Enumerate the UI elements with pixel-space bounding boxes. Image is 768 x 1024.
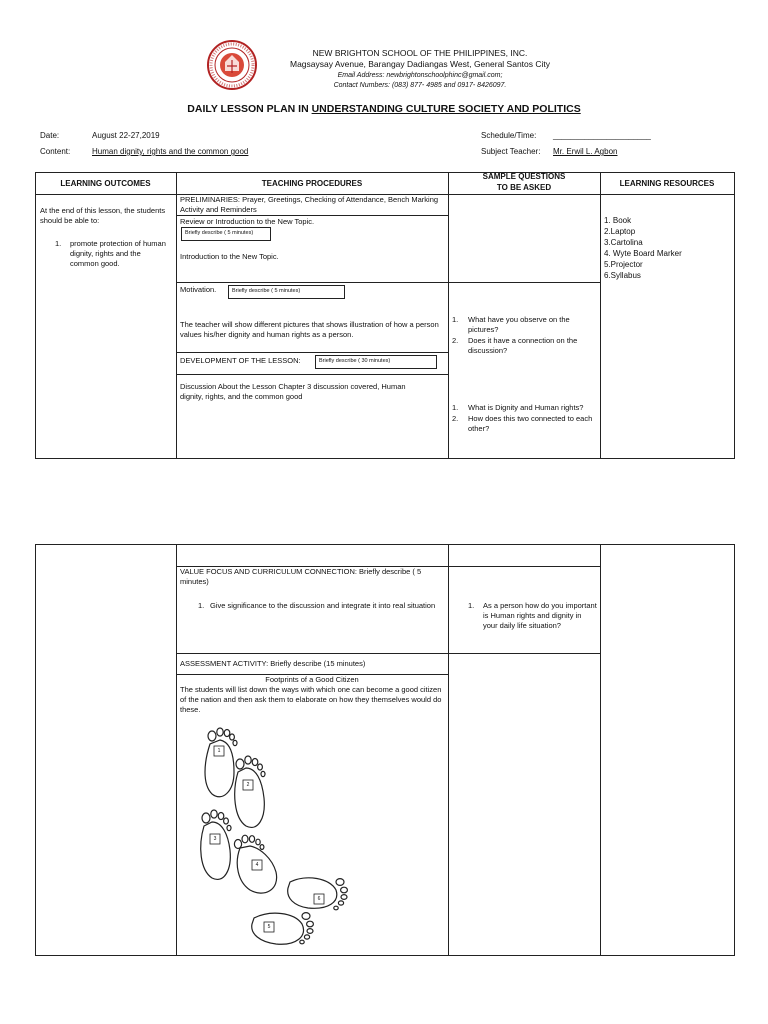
footprint-label: 5 [267, 924, 271, 930]
teacher-label: Subject Teacher: [481, 147, 541, 156]
assessment-label: ASSESSMENT ACTIVITY: Briefly describe (15 minutes) [180, 659, 366, 668]
value-item-number: 1. [198, 601, 205, 610]
resource-item: 6.Syllabus [604, 271, 641, 280]
questions-group-a [452, 315, 597, 357]
question-number: 2. [452, 414, 459, 423]
review-label: Review or Introduction to the New Topic. [180, 217, 315, 226]
footprints-text: The students will list down the ways with which one can become a good citizen of the nation and then ask them to elaborate on how they themselves would do these. [180, 685, 442, 714]
schedule-value: ______________________ [553, 131, 651, 140]
value-question: As a person how do you important is Human rights and dignity in your daily life situation? [483, 601, 597, 630]
resource-item: 4. Wyte Board Marker [604, 249, 682, 258]
question-text: How does this two connected to each other? [468, 414, 593, 433]
school-address: Magsaysay Avenue, Barangay Dadiangas West, General Santos City [289, 59, 551, 69]
footprint-label: 2 [246, 782, 250, 788]
footprint-label: 6 [317, 896, 321, 902]
briefly-describe-box-1[interactable]: Briefly describe ( 5 minutes) [181, 227, 271, 241]
question-text: What have you observe on the pictures? [468, 315, 570, 334]
discussion-text: Discussion About the Lesson Chapter 3 discussion covered, Human dignity, rights, and the common good [180, 382, 406, 401]
outcomes-intro: At the end of this lesson, the students should be able to: [40, 206, 166, 225]
resource-item: 3.Cartolina [604, 238, 643, 247]
header-learning-outcomes: LEARNING OUTCOMES [60, 179, 151, 188]
footprint-label: 1 [217, 748, 221, 754]
question-number: 1. [452, 315, 459, 324]
header-sample-questions: SAMPLE QUESTIONS [482, 172, 566, 181]
intro-label: Introduction to the New Topic. [180, 252, 279, 261]
outcome-item: promote protection of human dignity, rights and the common good. [70, 239, 166, 268]
question-text: Does it have a connection on the discussion? [468, 336, 578, 355]
question-number: 1. [452, 403, 459, 412]
resource-item: 2.Laptop [604, 227, 636, 236]
page-title [100, 103, 668, 115]
date-label: Date: [40, 131, 60, 140]
resource-item: 5.Projector [604, 260, 643, 269]
schedule-label: Schedule/Time: [481, 131, 537, 140]
motivation-label: Motivation. [180, 285, 217, 294]
question-number: 2. [452, 336, 459, 345]
value-focus-label: VALUE FOCUS AND CURRICULUM CONNECTION: Briefly describe ( 5 minutes) [180, 567, 422, 586]
header-to-be-asked: TO BE ASKED [496, 183, 552, 192]
question-text: What is Dignity and Human rights? [468, 403, 584, 412]
resource-item: 1. Book [604, 216, 632, 225]
motivation-text: The teacher will show different pictures that shows illustration of how a person values his/her dignity and human rights as a person. [180, 320, 439, 339]
preliminaries-text: PRELIMINARIES: Prayer, Greetings, Checking of Attendance, Bench Marking Activity and Reminders [180, 195, 439, 214]
footprint-label: 3 [213, 836, 217, 842]
title-subject: UNDERSTANDING CULTURE SOCIETY AND POLITICS [311, 103, 581, 115]
header-learning-resources: LEARNING RESOURCES [619, 179, 715, 188]
question-item [452, 414, 597, 434]
resources-list [604, 215, 732, 281]
content-value: Human dignity, rights and the common good [92, 147, 249, 156]
school-contact: Contact Numbers: (083) 877- 4985 and 0917- 8426097. [333, 82, 507, 89]
footprints-title: Footprints of a Good Citizen [265, 675, 359, 684]
school-email: Email Address: newbrightonschoolphinc@gmail.com; [337, 72, 503, 79]
value-question-number: 1. [468, 601, 475, 610]
content-label: Content: [40, 147, 71, 156]
footprint-label: 4 [255, 862, 259, 868]
school-name: NEW BRIGHTON SCHOOL OF THE PHILIPPINES, INC. [312, 48, 528, 58]
briefly-describe-box-2[interactable]: Briefly describe ( 5 minutes) [228, 285, 345, 299]
value-item: Give significance to the discussion and integrate it into real situation [210, 601, 436, 610]
questions-group-b [452, 403, 597, 435]
header-teaching-procedures: TEACHING PROCEDURES [261, 179, 363, 188]
date-value: August 22-27,2019 [92, 131, 160, 140]
briefly-describe-box-3[interactable]: Briefly describe ( 30 minutes) [315, 355, 437, 369]
question-item [452, 336, 597, 356]
question-item [452, 315, 597, 335]
outcome-number: 1. [55, 239, 62, 248]
teacher-value: Mr. Erwil L. Agbon [553, 147, 618, 156]
footprints-illustration [190, 722, 350, 952]
development-label: DEVELOPMENT OF THE LESSON: [180, 356, 301, 365]
title-prefix: DAILY LESSON PLAN IN [187, 103, 312, 115]
question-item [452, 403, 597, 413]
